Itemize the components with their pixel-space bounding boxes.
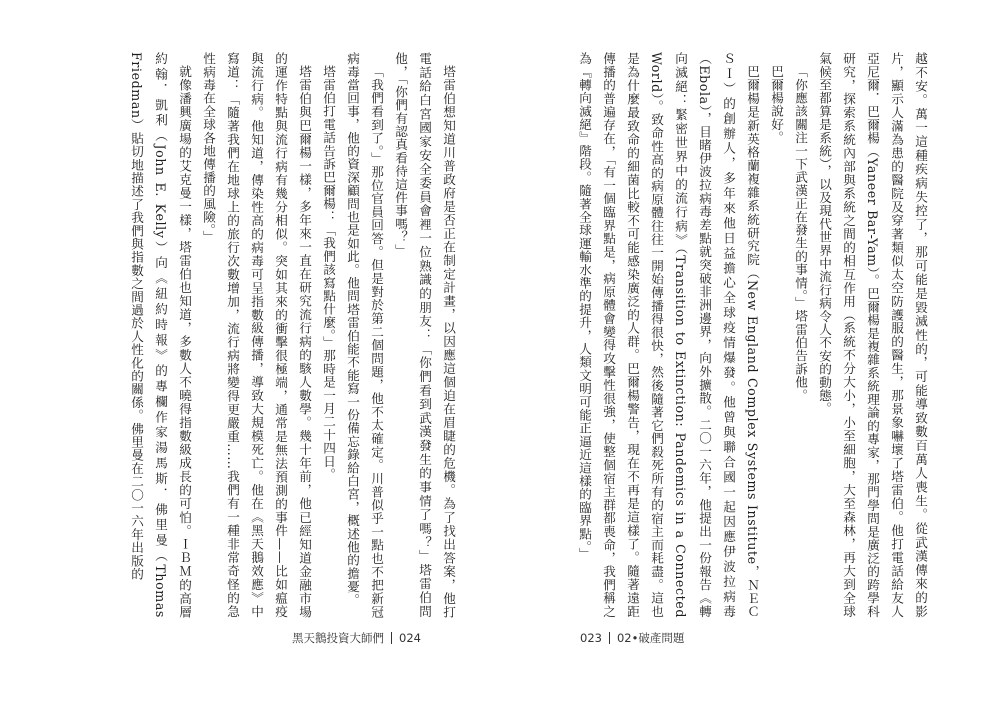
paragraph: 塔雷伯想知道川普政府是否正在制定計畫，以因應這個迫在眉睫的危機。為了找出答案，他打電話給白宮國家安全委員會裡一位熟識的朋友：「你們看到武漢發生的事情了嗎？」塔雷伯問他，「你們有認真看待這件事嗎？」	[393, 52, 456, 618]
footer-divider	[391, 632, 392, 644]
paragraph: 塔雷伯與巴爾楊一樣，多年來一直在研究流行病的駭人數學。幾十年前，他已經知道金融市場的運作特點與流行病有幾分相似。突如其來的衝擊很極端，通常是無法預測的事件——比如瘟疫與流行病。他知道，傳染性高的病毒可呈指數級傳播，導致大規模死亡。他在《黑天鵝效應》中寫道：「隨著我們在地球上的旅行次數增加，流行病將變得更嚴重……我們有一種非常奇怪的急性病毒在全球各地傳播的風險。」	[201, 52, 312, 618]
page-number: 024	[399, 631, 421, 645]
page-number: 023	[580, 631, 602, 645]
footer-divider	[609, 632, 610, 644]
paragraph: 越不安。萬一這種疾病失控了，那可能是毀滅性的，可能導致數百萬人喪生。從武漢傳來的影片，顯示人滿為患的醫院及穿著類似太空防護服的醫生，那景象嚇壞了塔雷伯。他打電話給友人亞尼爾．巴爾楊（Yaneer Bar-Yam）。巴爾楊是複雜系統理論的專家，那門學問是廣泛的跨學科研究，探索系統內部與系統之間的相互作用（系統不分大小，小至細胞，大至森林，再大到全球氣候至都算是系統），以及現代世界中流行病令人不安的動態。	[817, 52, 928, 618]
running-head-chapter-title: 破產問題	[638, 631, 685, 645]
left-page-footer	[292, 630, 421, 646]
footer-bullet: •	[631, 631, 639, 645]
running-head-book-title: 黑天鵝投資大師們	[292, 631, 384, 645]
paragraph: 就像潘興廣場的艾克曼一樣，塔雷伯也知道，多數人不曉得指數級成長的可怕。ＩＢＭ的高層約翰．凱利（John E. Kelly）向《紐約時報》的專欄作家湯馬斯．佛里曼（Thomas Friedman）貼切地描述了我們與指數之間過於人性化的關係。佛里曼在二〇一六年出版的	[129, 52, 192, 618]
chapter-number: 02	[616, 631, 632, 645]
paragraph: 巴爾楊說好。	[769, 64, 784, 144]
right-page	[500, 0, 1000, 701]
paragraph: 塔雷伯打電話告訴巴爾楊：「我們該寫點什麼。」那時是一月二十四日。	[321, 64, 336, 481]
paragraph: 「你應該關注一下武漢正在發生的事情。」塔雷伯告訴他。	[793, 64, 808, 402]
paragraph: 巴爾楊是新英格蘭複雜系統研究院（New England Complex Systems Institute，ＮＥＣＳＩ）的創辦人，多年來他日益擔心全球疫情爆發。他曾與聯合國一起因應伊波拉病毒（Ebola），目睹伊波拉病毒差點就突破非洲邊界，向外擴散。二〇一六年，他提出一份報告《轉向滅絕：緊密世界中的流行病》（Transition to Extinction: Pandemics in a Connected World）。致命性高的病原體往往一開始傳播得很快，然後隨著它們殺死所有的宿主而耗盡。這也是為什麼最致命的細菌比較不可能感染廣泛的人群。巴爾楊警告，現在不再是這樣了。隨著遠距傳播的普遍存在，「有一個臨界點是，病原體會變得攻擊性很強，使整個宿主群都喪命，我們稱之為『轉向滅絕』階段。隨著全球運輸水準的提升，人類文明可能正逼近這樣的臨界點。」	[577, 52, 760, 618]
left-page-body-text	[75, 52, 460, 618]
paragraph: 「我們看到了。」那位官員回答。但是對於第二個問題，他不太確定。川普似乎一點也不把新冠病毒當回事，他的資深顧問也是如此。他問塔雷伯能不能寫一份備忘錄給白宮，概述他的擔憂。	[345, 52, 384, 618]
right-page-body-text	[552, 52, 932, 618]
right-page-footer	[580, 630, 684, 646]
